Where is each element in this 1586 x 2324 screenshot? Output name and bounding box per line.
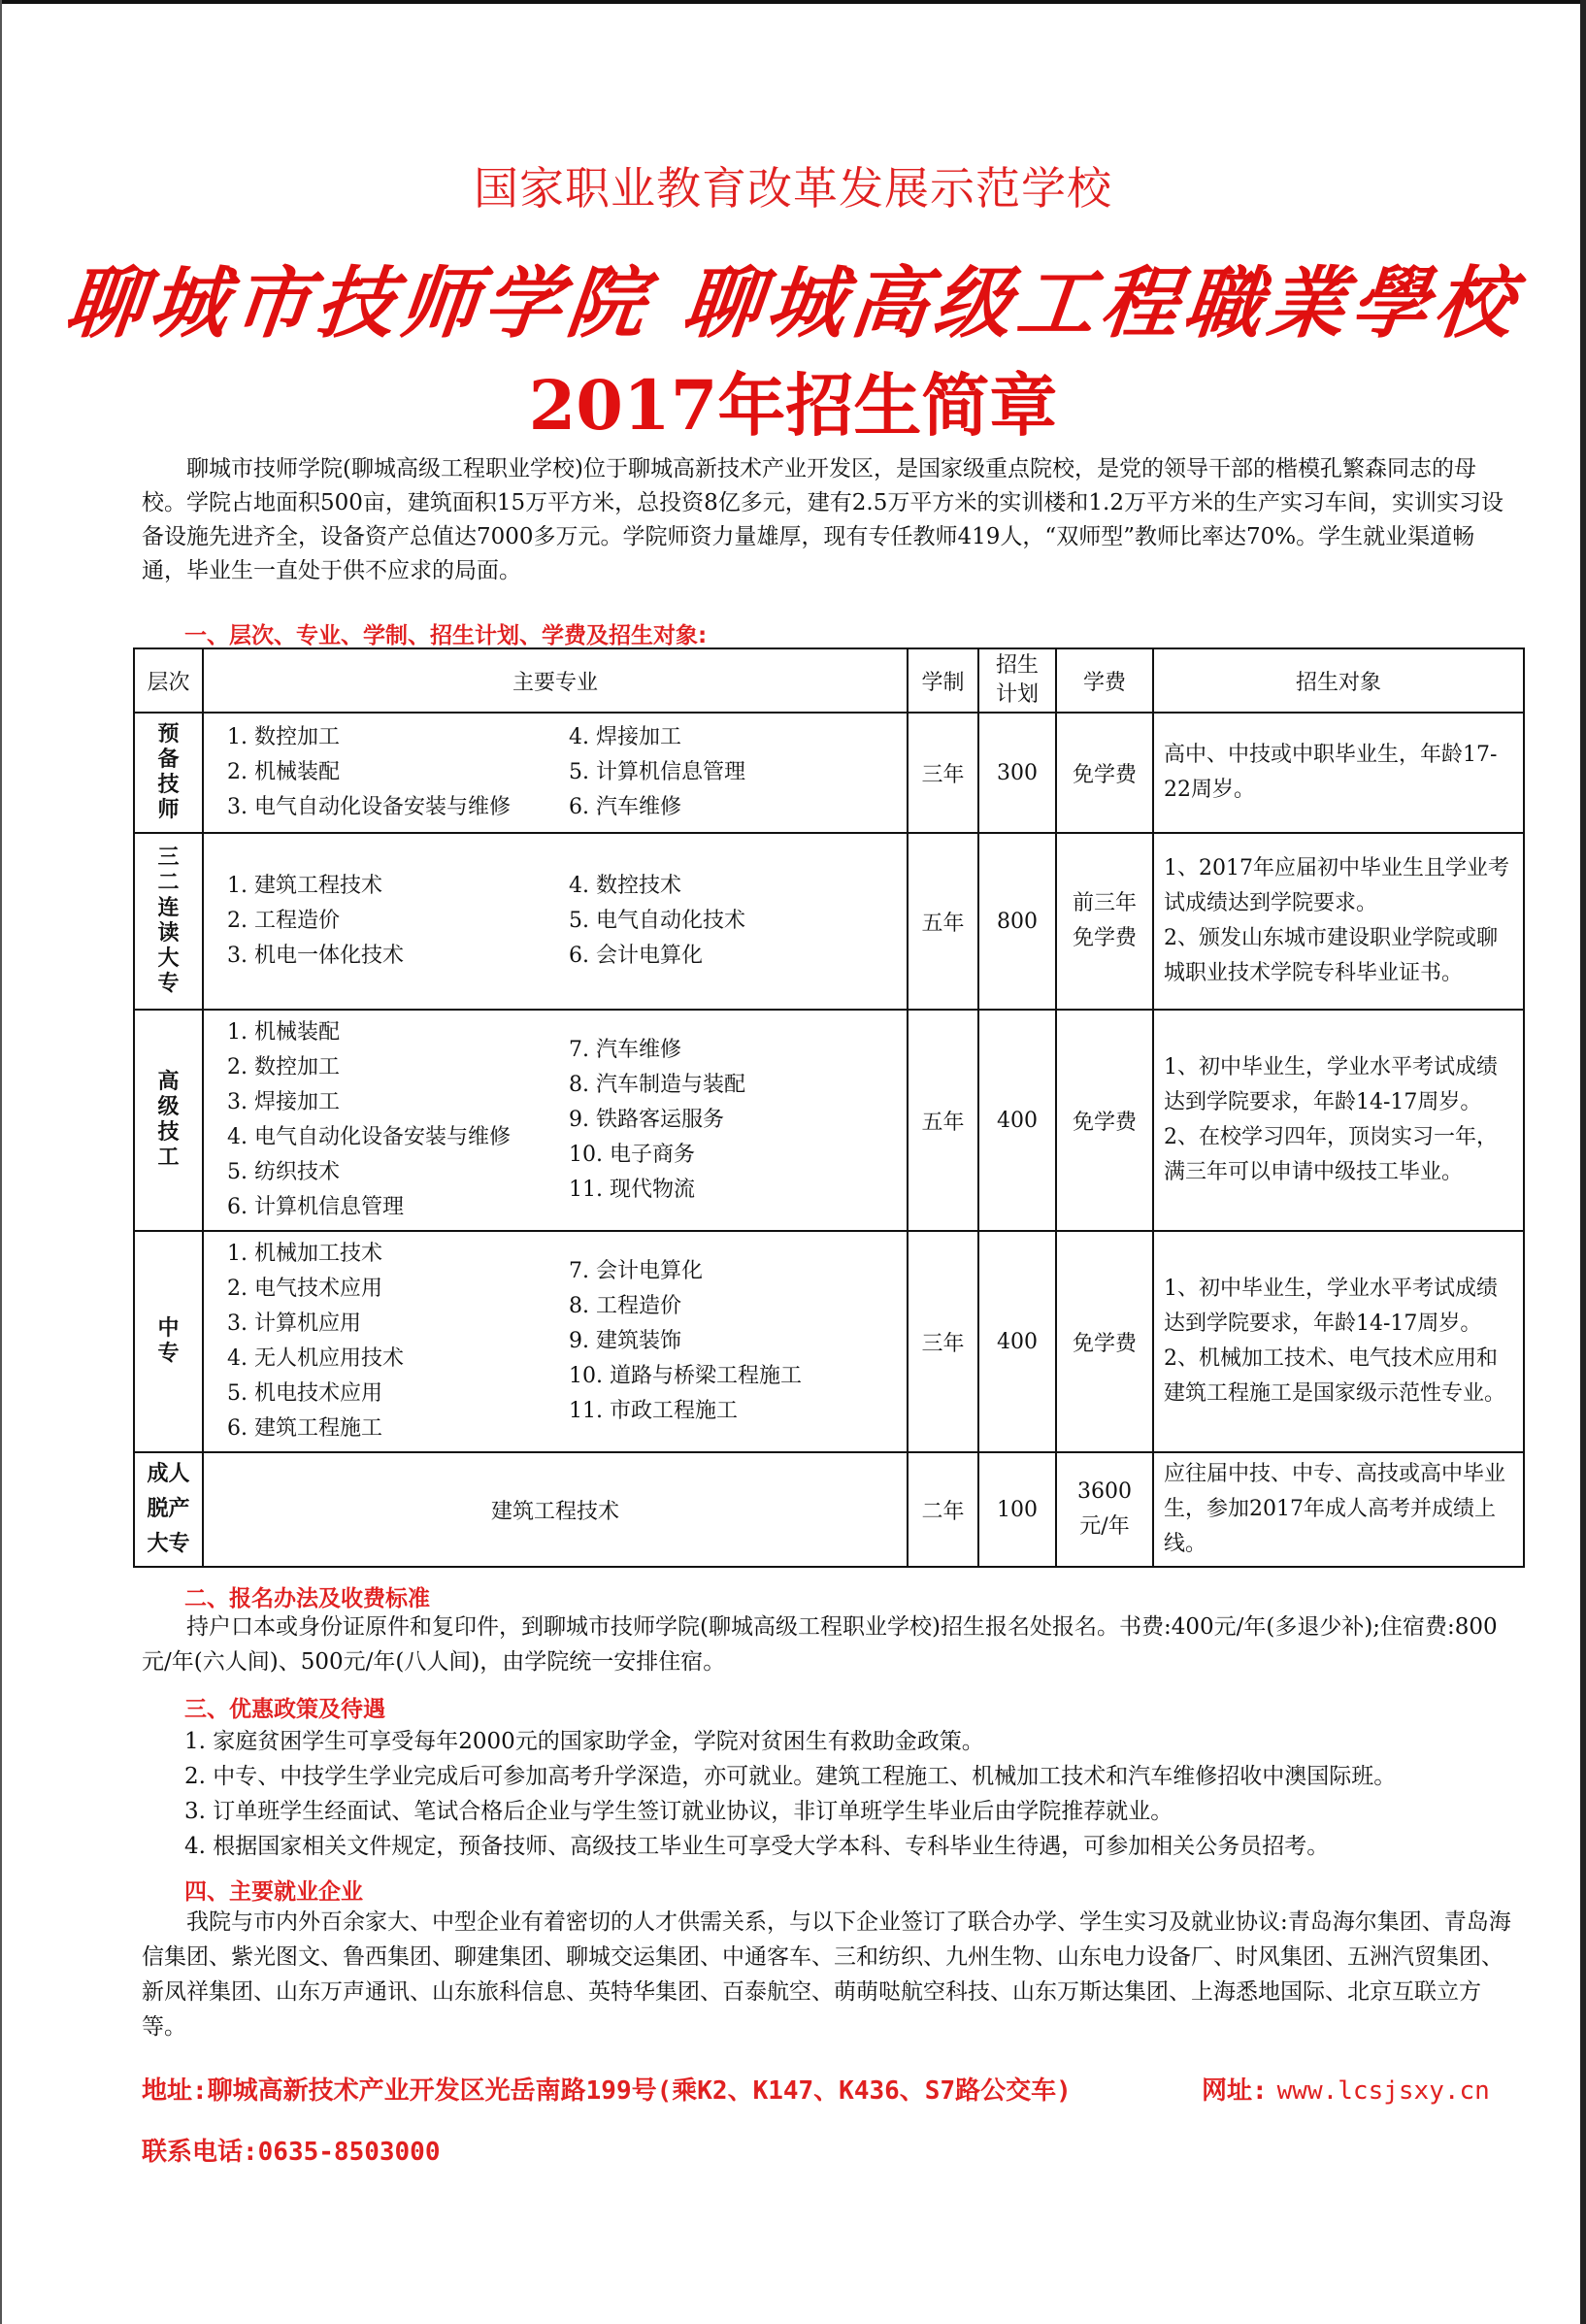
level-label: 三二连读大专: [157, 846, 180, 996]
major-item: 5. 机电技术应用: [227, 1381, 382, 1406]
list-item: 1. 家庭贫困学生可享受每年2000元的国家助学金，学院对贫困生有救助金政策。: [184, 1729, 984, 1754]
level-cell: [134, 833, 203, 1010]
major-item: 1. 机械装配: [227, 1020, 340, 1045]
major-item: 8. 汽车制造与装配: [569, 1073, 745, 1097]
col-header-duration: 学制: [908, 648, 978, 713]
major-item: 1. 建筑工程技术: [227, 874, 382, 898]
section4-text: 我院与市内外百余家大、中型企业有着密切的人才供需关系，与以下企业签订了联合办学、学生实习及就业协议:青岛海尔集团、青岛海信集团、紫光图文、鲁西集团、聊建集团、聊城交运集团、中通客车、三和纺织、九州生物、山东电力设备厂、时风集团、五洲汽贸集团、新凤祥集团、山东万声通讯、山东旅科信息、英特华集团、百泰航空、萌萌哒航空科技、山东万斯达集团、上海悉地国际、北京互联立方等。: [142, 1909, 1511, 2040]
major-item: 10. 电子商务: [569, 1143, 695, 1167]
major-item: 6. 建筑工程施工: [227, 1416, 382, 1441]
plan-cell: 400: [978, 1010, 1056, 1231]
level-label: 预备技师: [157, 722, 180, 822]
major-item: 6. 会计电算化: [569, 944, 703, 968]
col-header-level: 层次: [134, 648, 203, 713]
level-cell: [134, 1231, 203, 1452]
table-header-row: [134, 648, 1524, 713]
list-item: 3. 订单班学生经面试、笔试合格后企业与学生签订就业协议，非订单班学生毕业后由学院推荐就业。: [184, 1799, 1173, 1824]
phone-line: 联系电话:0635-8503000: [142, 2138, 441, 2167]
intro-paragraph: 聊城市技师学院(聊城高级工程职业学校)位于聊城高新技术产业开发区，是国家级重点院校，是党的领导干部的楷模孔繁森同志的母校。学院占地面积500亩，建筑面积15万平方米，总投资8亿多元，建有2.5万平方米的实训楼和1.2万平方米的生产实习车间，实训实习设备设施先进齐全，设备资产总值达7000多万元。学院师资力量雄厚，现有专任教师419人，“双师型”教师比率达70%。学生就业渠道畅通，毕业生一直处于供不应求的局面。: [142, 456, 1503, 583]
major-item: 10. 道路与桥梁工程施工: [569, 1364, 802, 1388]
col-header-fee: 学费: [1056, 648, 1153, 713]
major-item: 4. 焊接加工: [569, 725, 681, 749]
duration-cell: 二年: [908, 1452, 978, 1567]
major-item: 7. 会计电算化: [569, 1259, 703, 1283]
major-item: 3. 焊接加工: [227, 1090, 340, 1114]
table-row: [134, 833, 1524, 1010]
majors-cell: [203, 713, 908, 833]
major-item: 11. 市政工程施工: [569, 1399, 738, 1423]
major-item: 5. 计算机信息管理: [569, 760, 745, 784]
website-line: [1202, 2071, 1490, 2107]
list-item: 2. 中专、中技学生学业完成后可参加高考升学深造，亦可就业。建筑工程施工、机械加工技术和汽车维修招收中澳国际班。: [184, 1764, 1397, 1789]
fee-cell: [1056, 833, 1153, 1010]
table-row: [134, 1452, 1524, 1567]
page-title: 2017年招生简章: [528, 365, 1058, 446]
plan-cell: 800: [978, 833, 1056, 1010]
major-item: 2. 工程造价: [227, 909, 340, 933]
header-subtitle: 国家职业教育改革发展示范学校: [474, 162, 1112, 215]
major-item: 3. 计算机应用: [227, 1311, 361, 1336]
level-label: 成人脱产大专: [147, 1462, 190, 1556]
page-border-right: [1580, 0, 1586, 2324]
plan-cell: 400: [978, 1231, 1056, 1452]
fee-label: 前三年免学费: [1072, 891, 1137, 950]
level-cell: [134, 1452, 203, 1567]
major-item: 11. 现代物流: [569, 1178, 695, 1202]
major-item: 3. 电气自动化设备安装与维修: [227, 795, 511, 819]
level-label: 中专: [157, 1316, 180, 1366]
level-cell: [134, 1010, 203, 1231]
plan-cell: 300: [978, 713, 1056, 833]
page-border-top: [0, 0, 1586, 4]
section3-heading: 三、优惠政策及待遇: [184, 1697, 385, 1722]
table-row: [134, 713, 1524, 833]
target-cell: 1、初中毕业生，学业水平考试成绩达到学院要求，年龄14-17周岁。 2、机械加工技术、电气技术应用和建筑工程施工是国家级示范性专业。: [1153, 1231, 1524, 1452]
section4-heading: 四、主要就业企业: [184, 1879, 363, 1905]
address-line: 地址:聊城高新技术产业开发区光岳南路199号(乘K2、K147、K436、S7路公交车): [142, 2076, 1072, 2106]
major-item: 4. 无人机应用技术: [227, 1346, 404, 1371]
major-item: 7. 汽车维修: [569, 1038, 681, 1062]
major-item: 5. 纺织技术: [227, 1160, 340, 1184]
major-item: 9. 铁路客运服务: [569, 1108, 724, 1132]
fee-cell: 免学费: [1056, 1231, 1153, 1452]
major-item: 6. 汽车维修: [569, 795, 681, 819]
col-header-plan-label: 招生计划: [995, 653, 1039, 707]
major-item: 4. 数控技术: [569, 874, 681, 898]
duration-cell: 三年: [908, 1231, 978, 1452]
enrollment-table: [133, 647, 1525, 1568]
major-item: 2. 数控加工: [227, 1055, 340, 1079]
duration-cell: 五年: [908, 1010, 978, 1231]
majors-cell: [203, 833, 908, 1010]
major-item: 5. 电气自动化技术: [569, 909, 745, 933]
website-link[interactable]: www.lcsjsxy.cn: [1276, 2076, 1490, 2106]
major-item: 4. 电气自动化设备安装与维修: [227, 1125, 511, 1149]
target-cell: 应往届中技、中专、高技或高中毕业生，参加2017年成人高考并成绩上线。: [1153, 1452, 1524, 1567]
fee-label: 3600元/年: [1077, 1479, 1132, 1539]
duration-cell: 三年: [908, 713, 978, 833]
col-header-target: 招生对象: [1153, 648, 1524, 713]
list-item: 4. 根据国家相关文件规定，预备技师、高级技工毕业生可享受大学本科、专科毕业生待遇，可参加相关公务员招考。: [184, 1834, 1330, 1859]
fee-cell: 免学费: [1056, 1010, 1153, 1231]
majors-cell: [203, 1231, 908, 1452]
table-row: [134, 1231, 1524, 1452]
table-row: [134, 1010, 1524, 1231]
major-item: 6. 计算机信息管理: [227, 1195, 404, 1219]
target-cell: 高中、中技或中职毕业生，年龄17-22周岁。: [1153, 713, 1524, 833]
col-header-majors: 主要专业: [203, 648, 908, 713]
plan-cell: 100: [978, 1452, 1056, 1567]
section3-list: [184, 1724, 1524, 1864]
target-cell: 1、初中毕业生，学业水平考试成绩达到学院要求，年龄14-17周岁。 2、在校学习四年，顶岗实习一年，满三年可以申请中级技工毕业。: [1153, 1010, 1524, 1231]
target-cell: 1、2017年应届初中毕业生且学业考试成绩达到学院要求。 2、颁发山东城市建设职业学院或聊城职业技术学院专科毕业证书。: [1153, 833, 1524, 1010]
section1-heading: 一、层次、专业、学制、招生计划、学费及招生对象:: [184, 623, 708, 648]
major-item: 9. 建筑装饰: [569, 1329, 681, 1353]
fee-cell: 免学费: [1056, 713, 1153, 833]
col-header-plan: [978, 648, 1056, 713]
major-item: 8. 工程造价: [569, 1294, 681, 1318]
major-item: 3. 机电一体化技术: [227, 944, 404, 968]
level-cell: [134, 713, 203, 833]
duration-cell: 五年: [908, 833, 978, 1010]
website-label: 网址:: [1202, 2076, 1268, 2106]
majors-cell: [203, 1010, 908, 1231]
fee-cell: [1056, 1452, 1153, 1567]
majors-cell: 建筑工程技术: [203, 1452, 908, 1567]
major-item: 1. 数控加工: [227, 725, 340, 749]
school-name-calligraphy: 聊城市技师学院 聊城高级工程職業學校: [61, 257, 1524, 349]
level-label: 高级技工: [157, 1070, 180, 1170]
major-item: 2. 电气技术应用: [227, 1277, 382, 1301]
section2-heading: 二、报名办法及收费标准: [184, 1586, 430, 1611]
major-item: 2. 机械装配: [227, 760, 340, 784]
major-item: 1. 机械加工技术: [227, 1242, 382, 1266]
section2-text: 持户口本或身份证原件和复印件，到聊城市技师学院(聊城高级工程职业学校)招生报名处报名。书费:400元/年(多退少补);住宿费:800元/年(六人间)、500元/年(八人间)，由学院统一安排住宿。: [142, 1614, 1498, 1675]
